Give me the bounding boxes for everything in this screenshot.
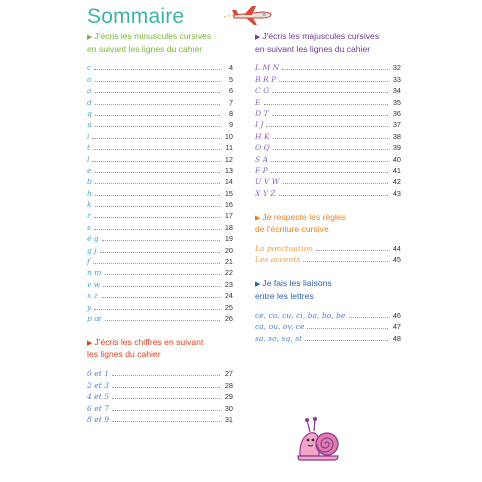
toc-page-number: 47 bbox=[392, 322, 401, 332]
toc-entry-label: p œ bbox=[87, 313, 102, 323]
dot-leader bbox=[112, 375, 220, 376]
left-column bbox=[87, 31, 233, 424]
section-rules bbox=[255, 212, 401, 265]
toc-row[interactable] bbox=[87, 220, 233, 231]
toc-entry-label: d bbox=[87, 97, 92, 107]
links-list bbox=[255, 308, 401, 342]
toc-entry-label: o bbox=[87, 74, 92, 84]
toc-entry-label: B R P bbox=[255, 74, 277, 84]
toc-row[interactable] bbox=[87, 378, 233, 389]
toc-page-number: 6 bbox=[228, 86, 233, 96]
arrow-right-icon: ▶ bbox=[255, 281, 261, 289]
toc-entry-label: r bbox=[87, 211, 91, 221]
toc-page-number: 27 bbox=[224, 369, 233, 379]
toc-page-number: 35 bbox=[392, 97, 401, 107]
right-column bbox=[255, 31, 401, 343]
dot-leader bbox=[112, 410, 220, 411]
toc-row[interactable] bbox=[87, 198, 233, 209]
dot-leader bbox=[303, 261, 388, 262]
toc-page-number: 33 bbox=[392, 74, 401, 84]
snail-icon bbox=[296, 416, 340, 462]
toc-page-number: 24 bbox=[224, 291, 233, 301]
toc-page-number: 20 bbox=[224, 245, 233, 255]
section-uppercase bbox=[255, 31, 401, 198]
toc-page-number: 31 bbox=[224, 414, 233, 424]
toc-page-number: 46 bbox=[392, 310, 401, 320]
toc-page-number: 36 bbox=[392, 108, 401, 118]
dot-leader bbox=[112, 421, 220, 422]
toc-entry-label: Les accents bbox=[255, 255, 301, 265]
toc-page-number: 13 bbox=[224, 165, 233, 175]
toc-entry-label: e bbox=[87, 165, 92, 175]
toc-row[interactable] bbox=[255, 331, 401, 342]
toc-row[interactable] bbox=[87, 141, 233, 152]
toc-page-number: 45 bbox=[392, 255, 401, 265]
toc-row[interactable] bbox=[255, 107, 401, 118]
toc-row[interactable] bbox=[87, 209, 233, 220]
toc-entry-label: ce, ca, cu, ci, ba, bo, be bbox=[255, 310, 346, 320]
dot-leader bbox=[95, 115, 220, 116]
toc-page-number: 43 bbox=[392, 188, 401, 198]
toc-entry-label: 8 et 9 bbox=[87, 414, 110, 424]
toc-entry-label: i bbox=[87, 131, 90, 141]
toc-entry-label: k bbox=[87, 200, 92, 210]
toc-page-number: 32 bbox=[392, 63, 401, 73]
toc-page-number: 14 bbox=[224, 177, 233, 187]
toc-row[interactable] bbox=[255, 164, 401, 175]
uppercase-list bbox=[255, 61, 401, 198]
toc-entry-label: C G bbox=[255, 86, 270, 96]
dot-leader bbox=[94, 217, 220, 218]
section-heading: ▶ Je fais les liaisons entre les lettres bbox=[255, 278, 332, 301]
toc-page-number: 10 bbox=[224, 131, 233, 141]
dot-leader bbox=[271, 161, 388, 162]
dot-leader bbox=[349, 317, 389, 318]
toc-row[interactable] bbox=[87, 312, 233, 323]
toc-entry-label: D T bbox=[255, 108, 269, 118]
toc-row[interactable] bbox=[87, 266, 233, 277]
dot-leader bbox=[94, 69, 220, 70]
toc-entry-label: n m bbox=[87, 268, 102, 278]
toc-page-number: 8 bbox=[228, 108, 233, 118]
toc-entry-label: S A bbox=[255, 154, 269, 164]
dot-leader bbox=[101, 297, 220, 298]
dot-leader bbox=[93, 149, 220, 150]
toc-entry-label: I J bbox=[255, 120, 264, 130]
toc-page-number: 4 bbox=[228, 63, 233, 73]
toc-row[interactable] bbox=[87, 95, 233, 106]
toc-page-number: 15 bbox=[224, 188, 233, 198]
toc-row[interactable] bbox=[255, 72, 401, 83]
rules-list bbox=[255, 242, 401, 265]
dot-leader bbox=[94, 309, 220, 310]
dot-leader bbox=[305, 340, 388, 341]
dot-leader bbox=[112, 387, 220, 388]
toc-page-number: 16 bbox=[224, 200, 233, 210]
toc-entry-label: s bbox=[87, 222, 91, 232]
dot-leader bbox=[264, 104, 388, 105]
toc-page-number: 5 bbox=[228, 74, 233, 84]
dot-leader bbox=[95, 104, 220, 105]
toc-row[interactable] bbox=[255, 308, 401, 319]
toc-page-number: 44 bbox=[392, 244, 401, 254]
section-numbers bbox=[87, 337, 233, 424]
toc-row[interactable] bbox=[87, 152, 233, 163]
toc-entry-label: L M N bbox=[255, 63, 280, 73]
toc-page-number: 41 bbox=[392, 165, 401, 175]
dot-leader bbox=[102, 240, 220, 241]
toc-row[interactable] bbox=[87, 277, 233, 288]
toc-page-number: 39 bbox=[392, 143, 401, 153]
toc-page-number: 21 bbox=[224, 257, 233, 267]
toc-entry-label: U V W bbox=[255, 177, 280, 187]
toc-entry-label: 4 et 5 bbox=[87, 392, 110, 402]
dot-leader bbox=[95, 92, 220, 93]
toc-entry-label: t bbox=[87, 143, 91, 153]
toc-entry-label: ca, ou, ov, ce bbox=[255, 322, 305, 332]
toc-row[interactable] bbox=[255, 141, 401, 152]
toc-page-number: 26 bbox=[224, 313, 233, 323]
dot-leader bbox=[100, 252, 220, 253]
toc-row[interactable] bbox=[87, 232, 233, 243]
toc-page-number: 29 bbox=[224, 392, 233, 402]
dot-leader bbox=[273, 138, 388, 139]
toc-row[interactable] bbox=[255, 129, 401, 140]
toc-row[interactable] bbox=[87, 129, 233, 140]
dot-leader bbox=[279, 195, 388, 196]
toc-entry-label: 0 et 1 bbox=[87, 369, 110, 379]
dot-leader bbox=[283, 183, 388, 184]
section-heading: ▶ J'écris les minuscules cursives en suivant les lignes du cahier bbox=[87, 31, 212, 54]
dot-leader bbox=[271, 172, 388, 173]
toc-row[interactable] bbox=[87, 118, 233, 129]
toc-row[interactable] bbox=[255, 95, 401, 106]
toc-row[interactable] bbox=[87, 289, 233, 300]
dot-leader bbox=[95, 172, 221, 173]
section-heading: ▶ J'écris les majuscules cursives en suivant les lignes du cahier bbox=[255, 31, 380, 54]
toc-row[interactable] bbox=[87, 255, 233, 266]
toc-entry-label: 2 et 3 bbox=[87, 380, 110, 390]
section-lowercase bbox=[87, 31, 233, 323]
toc-entry-label: a bbox=[87, 86, 92, 96]
toc-entry-label: q bbox=[87, 108, 92, 118]
dot-leader bbox=[92, 161, 220, 162]
toc-entry-label: X Y Z bbox=[255, 188, 276, 198]
toc-row[interactable] bbox=[87, 164, 233, 175]
toc-page-number: 22 bbox=[224, 268, 233, 278]
section-heading: ▶ J'écris les chiffres en suivant les lignes du cahier bbox=[87, 336, 204, 360]
arrow-right-icon: ▶ bbox=[87, 339, 93, 347]
dot-leader bbox=[273, 149, 388, 150]
arrow-right-icon: ▶ bbox=[255, 34, 261, 41]
dot-leader bbox=[105, 320, 220, 321]
section-links bbox=[255, 278, 401, 342]
dot-leader bbox=[272, 115, 388, 116]
toc-page-number: 38 bbox=[392, 131, 401, 141]
toc-row[interactable] bbox=[87, 72, 233, 83]
toc-page-number: 42 bbox=[392, 177, 401, 187]
toc-row[interactable] bbox=[255, 320, 401, 331]
toc-page-number: 48 bbox=[392, 333, 401, 343]
toc-page-number: 11 bbox=[225, 143, 233, 153]
toc-row[interactable] bbox=[87, 175, 233, 186]
dot-leader bbox=[279, 81, 388, 82]
toc-entry-label: u bbox=[87, 120, 92, 130]
dot-leader bbox=[95, 81, 220, 82]
dot-leader bbox=[95, 183, 220, 184]
toc-entry-label: sa, so, sq, st bbox=[255, 333, 303, 343]
toc-row[interactable] bbox=[87, 61, 233, 72]
airplane-icon bbox=[222, 5, 274, 27]
toc-entry-label: y bbox=[87, 302, 92, 312]
toc-row[interactable] bbox=[87, 413, 233, 424]
toc-row[interactable] bbox=[87, 107, 233, 118]
toc-row[interactable] bbox=[87, 186, 233, 197]
toc-entry-label: E bbox=[255, 97, 261, 107]
toc-page-number: 25 bbox=[224, 302, 233, 312]
dot-leader bbox=[282, 69, 388, 70]
toc-entry-label: H K bbox=[255, 131, 270, 141]
numbers-list bbox=[87, 367, 233, 424]
toc-entry-label: F P bbox=[255, 165, 268, 175]
toc-page-number: 9 bbox=[228, 120, 233, 130]
toc-row[interactable] bbox=[255, 175, 401, 186]
toc-entry-label: O Q bbox=[255, 143, 270, 153]
dot-leader bbox=[95, 195, 220, 196]
toc-page-number: 17 bbox=[224, 211, 233, 221]
toc-page-number: 40 bbox=[392, 154, 401, 164]
dot-leader bbox=[307, 328, 388, 329]
toc-page-number: 37 bbox=[392, 120, 401, 130]
toc-row[interactable] bbox=[255, 61, 401, 72]
dot-leader bbox=[95, 206, 220, 207]
toc-row[interactable] bbox=[87, 300, 233, 311]
dot-leader bbox=[93, 263, 220, 264]
arrow-right-icon: ▶ bbox=[255, 214, 261, 222]
dot-leader bbox=[103, 286, 220, 287]
dot-leader bbox=[272, 92, 388, 93]
toc-entry-label: La ponctuation bbox=[255, 244, 313, 254]
toc-page-number: 7 bbox=[228, 97, 233, 107]
toc-entry-label: l bbox=[87, 154, 90, 164]
dot-leader bbox=[266, 126, 388, 127]
dot-leader bbox=[94, 229, 220, 230]
toc-row[interactable] bbox=[87, 390, 233, 401]
page-title: Sommaire bbox=[87, 5, 185, 28]
toc-entry-label: 6 et 7 bbox=[87, 403, 110, 413]
toc-row[interactable] bbox=[87, 401, 233, 412]
toc-row[interactable] bbox=[255, 242, 401, 253]
toc-page-number: 30 bbox=[224, 403, 233, 413]
toc-row[interactable] bbox=[255, 118, 401, 129]
toc-row[interactable] bbox=[87, 84, 233, 95]
toc-entry-label: b bbox=[87, 177, 92, 187]
toc-page-number: 23 bbox=[224, 279, 233, 289]
lowercase-list bbox=[87, 61, 233, 323]
toc-row[interactable] bbox=[255, 84, 401, 95]
toc-entry-label: v w bbox=[87, 279, 101, 289]
dot-leader bbox=[105, 274, 220, 275]
toc-entry-label: c bbox=[87, 63, 92, 73]
dot-leader bbox=[95, 126, 220, 127]
toc-row[interactable] bbox=[255, 253, 401, 264]
toc-row[interactable] bbox=[87, 367, 233, 378]
toc-row[interactable] bbox=[255, 186, 401, 197]
toc-entry-label: g j bbox=[87, 245, 97, 255]
toc-entry-label: x z bbox=[87, 291, 98, 301]
toc-page-number: 18 bbox=[224, 222, 233, 232]
arrow-right-icon: ▶ bbox=[87, 34, 93, 41]
toc-page-number: 19 bbox=[224, 234, 233, 244]
toc-entry-label: f bbox=[87, 257, 90, 267]
toc-row[interactable] bbox=[87, 243, 233, 254]
toc-entry-label: é g bbox=[87, 234, 99, 244]
dot-leader bbox=[92, 138, 220, 139]
toc-page-number: 28 bbox=[224, 380, 233, 390]
section-heading: ▶ Je respecte les règles de l'écriture cursive bbox=[255, 211, 346, 235]
dot-leader bbox=[112, 398, 220, 399]
toc-page-number: 34 bbox=[392, 86, 401, 96]
toc-page-number: 12 bbox=[224, 154, 233, 164]
toc-row[interactable] bbox=[255, 152, 401, 163]
toc-entry-label: h bbox=[87, 188, 92, 198]
dot-leader bbox=[316, 250, 388, 251]
